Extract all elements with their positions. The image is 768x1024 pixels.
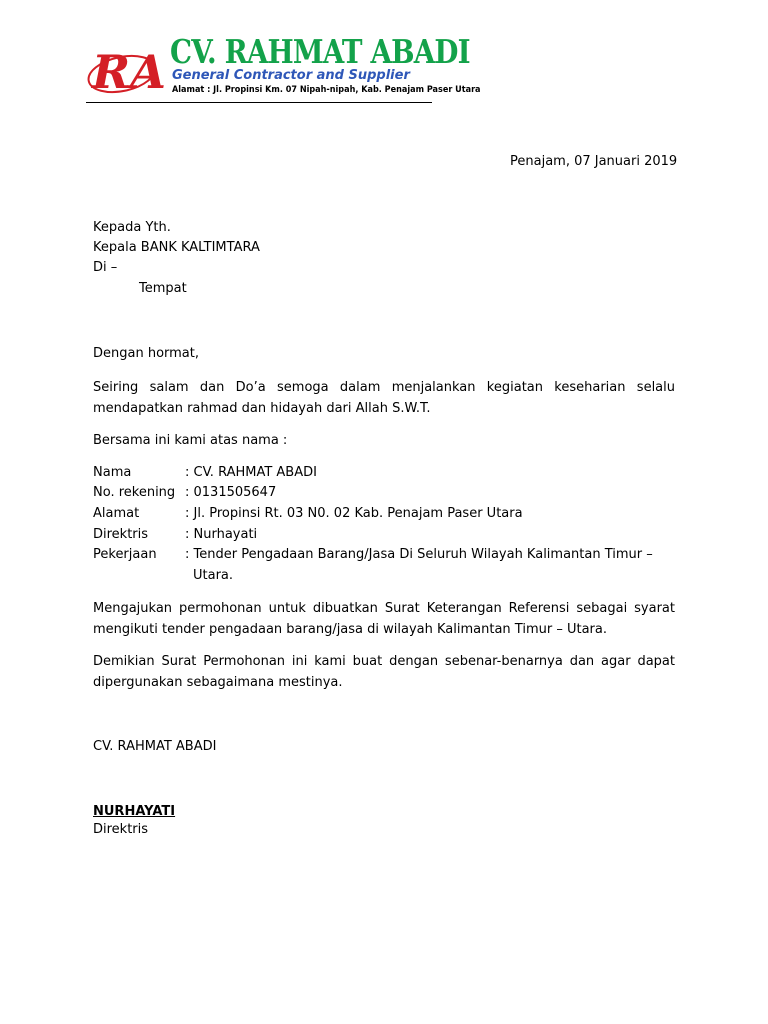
salutation: Dengan hormat,	[93, 346, 200, 361]
detail-value-direktris: : Nurhayati	[185, 527, 258, 542]
detail-value-pekerjaan-continued: Utara.	[193, 568, 234, 583]
detail-label-pekerjaan: Pekerjaan	[93, 547, 157, 562]
letterhead-divider	[86, 102, 432, 103]
request-paragraph: Mengajukan permohonan untuk dibuatkan Surat Keterangan Referensi sebagai syarat mengikuti tender pengadaan barang/jasa di wilayah Kalimantan Timur – Utara.	[93, 601, 675, 637]
detail-label-nama: Nama	[93, 465, 132, 480]
letter-date: Penajam, 07 Januari 2019	[510, 154, 678, 169]
recipient-line-3: Di –	[93, 260, 118, 275]
detail-value-alamat: : Jl. Propinsi Rt. 03 N0. 02 Kab. Penajam Paser Utara	[185, 506, 523, 521]
opening-paragraph: Seiring salam dan Do’a semoga dalam menjalankan kegiatan keseharian selalu mendapatkan rahmad dan hidayah dari Allah S.W.T.	[93, 380, 675, 416]
recipient-line-2: Kepala BANK KALTIMTARA	[93, 240, 260, 255]
signatory-name: NURHAYATI	[93, 804, 176, 819]
recipient-line-1: Kepada Yth.	[93, 220, 171, 235]
company-name: CV. RAHMAT ABADI	[170, 32, 470, 71]
recipient-line-4: Tempat	[139, 281, 187, 296]
intro-line: Bersama ini kami atas nama :	[93, 433, 288, 448]
logo-monogram: RA	[92, 45, 166, 99]
detail-value-pekerjaan: : Tender Pengadaan Barang/Jasa Di Seluruh Wilayah Kalimantan Timur –	[185, 547, 653, 562]
company-tagline: General Contractor and Supplier	[172, 68, 410, 83]
detail-label-rekening: No. rekening	[93, 485, 176, 500]
detail-label-direktris: Direktris	[93, 527, 149, 542]
company-logo	[86, 38, 166, 104]
closing-paragraph: Demikian Surat Permohonan ini kami buat dengan sebenar-benarnya dan agar dapat dipergunakan sebagaimana mestinya.	[93, 654, 675, 690]
signatory-title: Direktris	[93, 822, 149, 837]
detail-value-nama: : CV. RAHMAT ABADI	[185, 465, 317, 480]
signature-company: CV. RAHMAT ABADI	[93, 739, 217, 754]
detail-value-rekening: : 0131505647	[185, 485, 277, 500]
company-address: Alamat : Jl. Propinsi Km. 07 Nipah-nipah, Kab. Penajam Paser Utara	[172, 85, 481, 95]
detail-label-alamat: Alamat	[93, 506, 140, 521]
